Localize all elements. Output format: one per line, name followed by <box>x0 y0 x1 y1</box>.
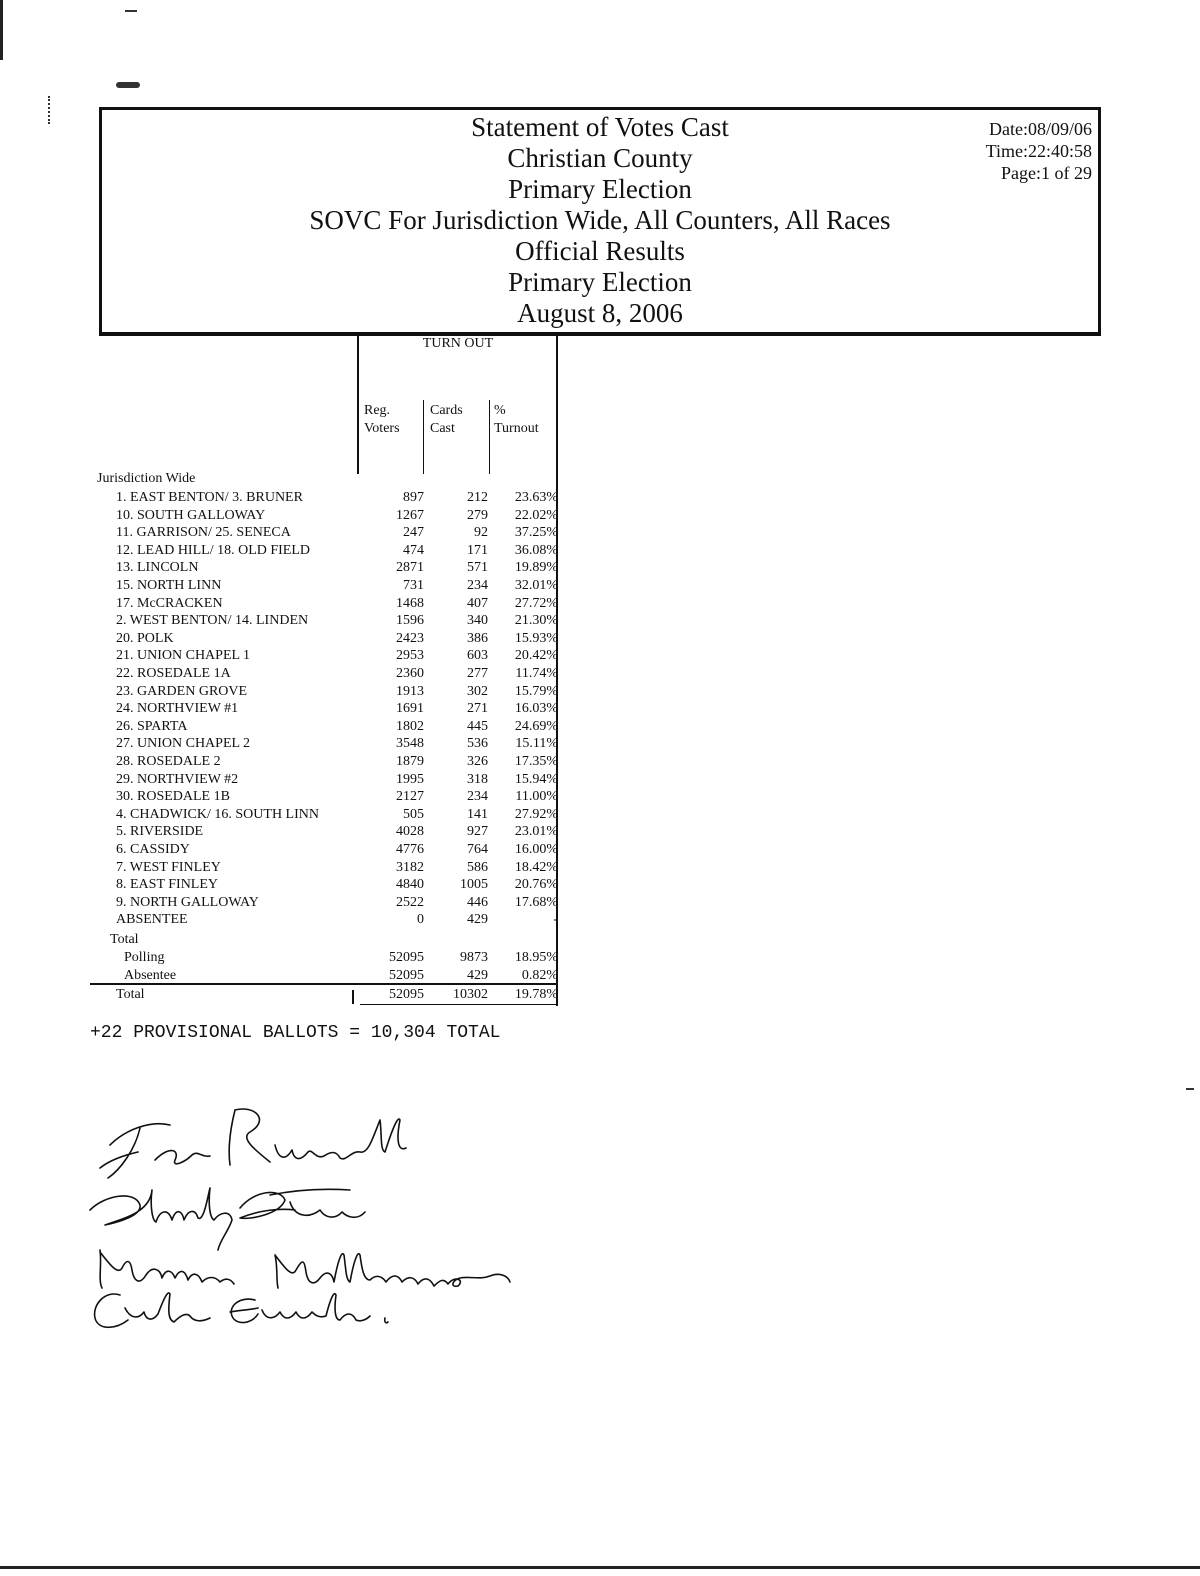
row-name: 13. LINCOLN <box>116 560 199 576</box>
report-header <box>99 107 1101 336</box>
row-reg-voters: 505 <box>403 806 424 822</box>
col-header-cards-cast <box>430 402 463 438</box>
row-cards-cast: 386 <box>467 630 488 646</box>
report-meta <box>986 118 1092 184</box>
scan-edge-mark <box>0 0 3 60</box>
row-name: Polling <box>124 950 165 965</box>
row-cards-cast: 279 <box>467 507 488 523</box>
row-cards-cast: 340 <box>467 613 488 629</box>
signatures <box>80 1090 540 1350</box>
precinct-row <box>0 647 560 664</box>
row-pct-turnout: 24.69% <box>514 718 558 734</box>
table-divider <box>357 336 359 474</box>
report-time: Time:22:40:58 <box>985 141 1092 161</box>
row-cards-cast: 927 <box>467 824 488 840</box>
precinct-row <box>0 524 560 541</box>
row-cards-cast: 212 <box>467 490 488 505</box>
row-reg-voters: 2127 <box>396 789 424 805</box>
row-cards-cast: 586 <box>467 859 488 875</box>
title-line: Primary Election <box>508 267 692 297</box>
precinct-row <box>0 788 560 805</box>
title-line: Statement of Votes Cast <box>471 112 729 142</box>
precinct-row <box>0 577 560 594</box>
row-name: 27. UNION CHAPEL 2 <box>116 736 251 752</box>
row-name: 22. ROSEDALE 1A <box>116 666 231 681</box>
row-name: ABSENTEE <box>116 912 188 928</box>
row-reg-voters: 52095 <box>389 968 424 983</box>
col-header-line: Cards <box>430 403 463 418</box>
jurisdiction-label: Jurisdiction Wide <box>97 471 196 486</box>
precinct-row <box>0 753 560 770</box>
row-reg-voters: 4028 <box>396 824 424 840</box>
row-name: 28. ROSEDALE 2 <box>116 754 221 769</box>
turnout-group-header: TURN OUT <box>422 336 494 351</box>
col-header-reg-voters <box>364 402 400 438</box>
row-reg-voters: 247 <box>403 525 424 541</box>
row-pct-turnout: 17.35% <box>514 754 558 769</box>
precinct-row <box>0 735 560 752</box>
col-header-line: % <box>494 403 506 418</box>
row-name: Total <box>116 987 145 1002</box>
row-reg-voters: 0 <box>417 912 424 928</box>
signature-4 <box>95 1293 388 1327</box>
precinct-row <box>0 771 560 788</box>
row-reg-voters: 3548 <box>396 736 424 752</box>
precinct-row <box>0 507 560 524</box>
row-pct-turnout: 16.03% <box>514 701 558 717</box>
row-reg-voters: 4840 <box>396 877 424 893</box>
row-cards-cast: 171 <box>467 542 488 558</box>
row-reg-voters: 3182 <box>396 859 424 875</box>
precinct-row <box>0 894 560 911</box>
row-name: 24. NORTHVIEW #1 <box>116 701 239 717</box>
row-pct-turnout: 11.74% <box>515 666 558 681</box>
row-name: 29. NORTHVIEW #2 <box>116 771 239 787</box>
row-name: 20. POLK <box>116 630 174 646</box>
row-name: 30. ROSEDALE 1B <box>116 789 230 805</box>
row-cards-cast: 429 <box>467 912 488 928</box>
row-name: 21. UNION CHAPEL 1 <box>116 648 251 664</box>
row-reg-voters: 1913 <box>396 683 424 699</box>
row-pct-turnout: 19.78% <box>514 987 558 1002</box>
precinct-row <box>0 559 560 576</box>
precinct-row <box>0 665 560 682</box>
row-reg-voters: 52095 <box>389 950 424 965</box>
row-pct-turnout: 15.11% <box>515 736 558 752</box>
row-reg-voters: 897 <box>403 490 424 505</box>
row-name: 2. WEST BENTON/ 14. LINDEN <box>116 613 309 629</box>
row-cards-cast: 445 <box>467 718 488 734</box>
row-name: 12. LEAD HILL/ 18. OLD FIELD <box>116 542 311 558</box>
row-cards-cast: 302 <box>467 683 488 699</box>
row-reg-voters: 2423 <box>396 630 424 646</box>
row-reg-voters: 1596 <box>396 613 424 629</box>
row-cards-cast: 277 <box>467 666 488 681</box>
col-header-line: Cast <box>430 421 455 436</box>
row-pct-turnout: 18.95% <box>514 950 558 965</box>
precinct-row <box>0 806 560 823</box>
row-pct-turnout: 21.30% <box>514 613 558 629</box>
row-cards-cast: 141 <box>467 806 488 822</box>
row-pct-turnout: 20.42% <box>514 648 558 664</box>
signature-3 <box>100 1250 510 1288</box>
precinct-row <box>0 542 560 559</box>
row-cards-cast: 326 <box>467 754 488 769</box>
row-cards-cast: 1005 <box>460 877 488 893</box>
row-pct-turnout: 20.76% <box>514 877 558 893</box>
row-pct-turnout: 23.63% <box>514 490 558 505</box>
row-name: 6. CASSIDY <box>116 842 190 857</box>
totals-rule <box>90 983 556 985</box>
row-reg-voters: 2871 <box>396 560 424 576</box>
precinct-row <box>0 841 560 858</box>
row-name: 11. GARRISON/ 25. SENECA <box>116 525 291 541</box>
col-header-pct-turnout <box>494 402 539 438</box>
report-date: Date:08/09/06 <box>989 119 1092 139</box>
precinct-row <box>0 718 560 735</box>
bottom-rule <box>360 1004 556 1005</box>
row-pct-turnout: 15.94% <box>514 771 558 787</box>
title-line: Official Results <box>515 236 685 266</box>
row-reg-voters: 474 <box>403 542 424 558</box>
row-reg-voters: 4776 <box>396 842 424 857</box>
row-reg-voters: 2522 <box>396 894 424 910</box>
total-label: Total <box>110 932 139 947</box>
row-cards-cast: 9873 <box>460 950 488 965</box>
row-cards-cast: 407 <box>467 595 488 611</box>
row-name: 9. NORTH GALLOWAY <box>116 894 259 910</box>
row-pct-turnout: 23.01% <box>514 824 558 840</box>
row-reg-voters: 1468 <box>396 595 424 611</box>
title-line: August 8, 2006 <box>517 298 683 328</box>
scan-speck <box>125 10 137 12</box>
row-pct-turnout: 27.72% <box>514 595 558 611</box>
row-name: 17. McCRACKEN <box>116 595 223 611</box>
row-pct-turnout: 19.89% <box>514 560 558 576</box>
precinct-row <box>0 876 560 893</box>
scan-speck <box>48 96 66 124</box>
total-section-label <box>0 931 560 948</box>
precinct-row <box>0 630 560 647</box>
row-reg-voters: 731 <box>403 578 424 593</box>
scan-speck <box>1186 1088 1194 1090</box>
title-line: SOVC For Jurisdiction Wide, All Counters, All Races <box>309 205 891 235</box>
row-cards-cast: 92 <box>474 525 488 541</box>
row-pct-turnout: 15.93% <box>514 630 558 646</box>
row-reg-voters: 1267 <box>396 507 424 523</box>
precinct-row <box>0 612 560 629</box>
row-reg-voters: 1691 <box>396 701 424 717</box>
precinct-row <box>0 595 560 612</box>
row-reg-voters: 2360 <box>396 666 424 681</box>
row-cards-cast: 446 <box>467 894 488 910</box>
row-reg-voters: 1995 <box>396 771 424 787</box>
row-name: 15. NORTH LINN <box>116 578 222 593</box>
row-cards-cast: 429 <box>467 968 488 983</box>
precinct-row <box>0 683 560 700</box>
row-name: 8. EAST FINLEY <box>116 877 219 893</box>
precinct-row <box>0 489 560 506</box>
precinct-row <box>0 700 560 717</box>
scan-bottom-edge <box>0 1566 1200 1569</box>
precinct-row <box>0 859 560 876</box>
row-pct-turnout: 36.08% <box>514 542 558 558</box>
provisional-ballots-note: +22 PROVISIONAL BALLOTS = 10,304 TOTAL <box>90 1023 501 1043</box>
signature-2 <box>90 1188 365 1250</box>
report-page: Page:1 of 29 <box>1001 163 1092 183</box>
row-pct-turnout: 0.82% <box>521 968 558 983</box>
signature-1 <box>100 1109 406 1178</box>
col-header-line: Reg. <box>364 403 391 418</box>
row-name: 10. SOUTH GALLOWAY <box>116 507 266 523</box>
row-reg-voters: 52095 <box>389 987 424 1002</box>
polling-row <box>0 949 560 966</box>
col-header-line: Voters <box>364 421 400 436</box>
row-name: 7. WEST FINLEY <box>116 859 221 875</box>
title-line: Christian County <box>507 143 693 173</box>
precinct-row <box>0 823 560 840</box>
row-cards-cast: 536 <box>467 736 488 752</box>
row-pct-turnout: 18.42% <box>514 859 558 875</box>
title-line: Primary Election <box>508 174 692 204</box>
row-name: 26. SPARTA <box>116 718 188 734</box>
row-name: 23. GARDEN GROVE <box>116 683 248 699</box>
row-pct-turnout: - <box>553 912 558 928</box>
row-name: 4. CHADWICK/ 16. SOUTH LINN <box>116 806 319 822</box>
row-pct-turnout: 15.79% <box>514 683 558 699</box>
row-pct-turnout: 27.92% <box>514 806 558 822</box>
precinct-row <box>0 911 560 928</box>
row-pct-turnout: 32.01% <box>514 578 558 593</box>
grand-total-row <box>0 986 560 1003</box>
row-cards-cast: 234 <box>467 789 488 805</box>
table-divider <box>489 400 490 474</box>
row-pct-turnout: 16.00% <box>514 842 558 857</box>
row-pct-turnout: 22.02% <box>514 507 558 523</box>
row-reg-voters: 1802 <box>396 718 424 734</box>
row-cards-cast: 318 <box>467 771 488 787</box>
table-divider <box>423 400 424 474</box>
row-cards-cast: 271 <box>467 701 488 717</box>
row-name: Absentee <box>124 968 177 983</box>
report-title <box>102 112 1098 329</box>
row-cards-cast: 764 <box>467 842 488 857</box>
row-cards-cast: 571 <box>467 560 488 576</box>
absentee-total-row <box>0 967 560 984</box>
row-reg-voters: 1879 <box>396 754 424 769</box>
scan-speck <box>116 82 140 88</box>
signature-drawing <box>80 1090 540 1350</box>
col-header-line: Turnout <box>494 421 539 436</box>
row-cards-cast: 10302 <box>453 987 488 1002</box>
row-pct-turnout: 11.00% <box>515 789 558 805</box>
row-cards-cast: 603 <box>467 648 488 664</box>
row-name: 1. EAST BENTON/ 3. BRUNER <box>116 490 303 505</box>
row-cards-cast: 234 <box>467 578 488 593</box>
row-pct-turnout: 17.68% <box>514 894 558 910</box>
row-name: 5. RIVERSIDE <box>116 824 204 840</box>
row-pct-turnout: 37.25% <box>514 525 558 541</box>
row-reg-voters: 2953 <box>396 648 424 664</box>
